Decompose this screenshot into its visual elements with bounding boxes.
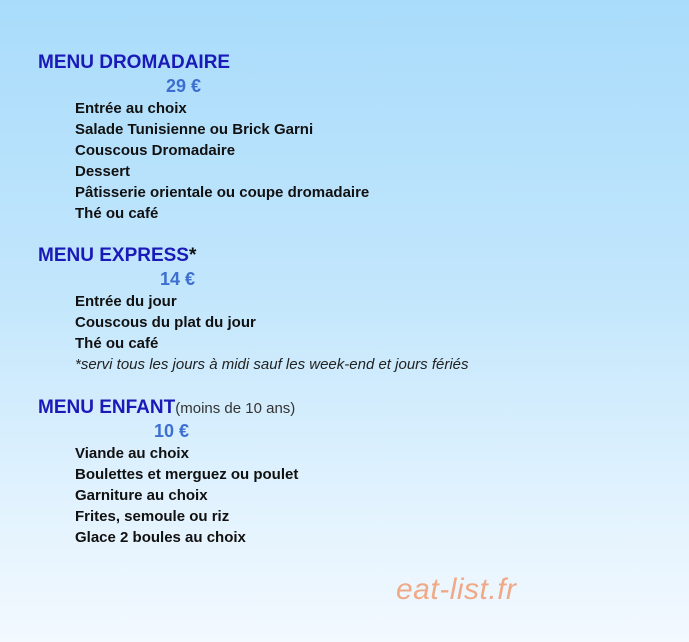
menu-item: Frites, semoule ou riz xyxy=(75,508,230,525)
menu-item: Glace 2 boules au choix xyxy=(75,529,246,546)
menu-price: 14 € xyxy=(160,269,196,289)
menu-subtitle: (moins de 10 ans) xyxy=(175,400,296,417)
menu-item: Dessert xyxy=(75,163,131,180)
menu-item: Thé ou café xyxy=(75,335,159,352)
menu-title-text: MENU DROMADAIRE xyxy=(38,52,231,73)
menu-note: *servi tous les jours à midi sauf les week-end et jours fériés xyxy=(75,356,469,373)
menu-price: 10 € xyxy=(154,421,190,441)
menu-price: 29 € xyxy=(166,76,202,96)
menu-title xyxy=(38,52,230,74)
menu-item: Entrée au choix xyxy=(75,100,187,117)
menu-item: Viande au choix xyxy=(75,445,189,462)
menu-item: Salade Tunisienne ou Brick Garni xyxy=(75,121,314,138)
menu-item: Boulettes et merguez ou poulet xyxy=(75,466,299,483)
menu-title xyxy=(38,245,196,267)
menu-item: Couscous Dromadaire xyxy=(75,142,236,159)
menu-items xyxy=(75,443,298,548)
menu-title xyxy=(38,397,295,420)
menu-items xyxy=(75,291,256,354)
menu-item: Entrée du jour xyxy=(75,293,177,310)
menu-title-text: MENU EXPRESS xyxy=(38,245,189,266)
menu-item: Thé ou café xyxy=(75,205,159,222)
menu-items xyxy=(75,98,369,224)
menu-item: Couscous du plat du jour xyxy=(75,314,256,331)
menu-title-asterisk: * xyxy=(188,245,197,266)
menu-title-text: MENU ENFANT xyxy=(38,397,176,418)
menu-item: Garniture au choix xyxy=(75,487,208,504)
watermark: eat-list.fr xyxy=(396,573,517,606)
menu-item: Pâtisserie orientale ou coupe dromadaire xyxy=(75,184,370,201)
